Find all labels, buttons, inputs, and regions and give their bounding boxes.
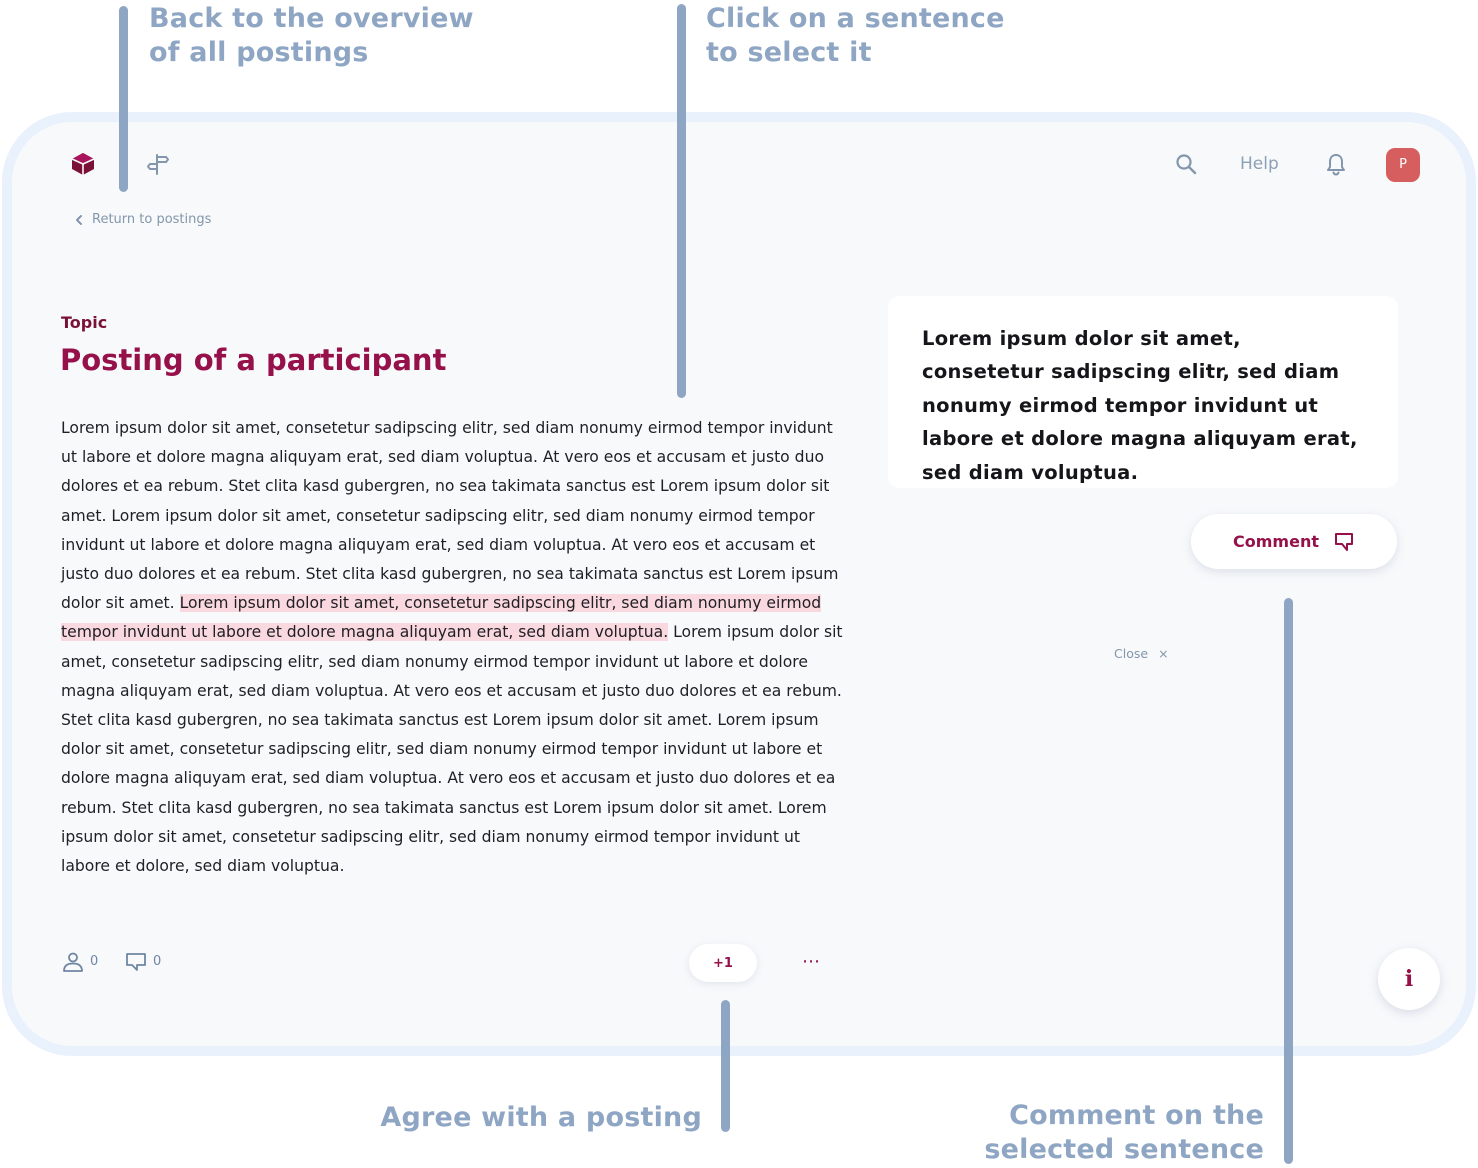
return-to-postings-link[interactable] [74,211,211,229]
annotation-line-back [119,6,128,192]
annotation-agree-line1: Agree with a posting [380,1102,702,1133]
comment-flag-icon [1333,531,1355,553]
posting-title: Posting of a participant [60,343,447,377]
more-options-button[interactable]: ⋯ [796,948,828,976]
annotation-comment-line2: selected sentence [984,1134,1264,1165]
selected-sentence[interactable]: Lorem ipsum dolor sit amet, consetetur sadipscing elitr, sed diam nonumy eirmod tempor invidunt ut labore et dolore magna aliquyam erat, sed diam voluptua. [61,594,822,642]
selected-sentence-card [888,296,1398,488]
annotation-back-line2: of all postings [149,37,369,68]
comment-button-label: Comment [1233,532,1319,551]
supporters-count [62,950,98,974]
comments-count [125,950,161,974]
search-icon[interactable] [1174,152,1198,176]
annotation-back [149,2,474,70]
posting-body[interactable] [61,414,847,881]
supporters-count-value: 0 [90,954,99,969]
posting-text-before[interactable]: Lorem ipsum dolor sit amet, consetetur sadipscing elitr, sed diam nonumy eirmod tempor invidunt ut labore et dolore magna aliquyam erat, sed diam voluptua. At vero eos et accusam et justo duo dolores et ea rebum. Stet clita kasd gubergren, no sea takimata sanctus est Lorem ipsum dolor sit amet. Lorem ipsum dolor sit amet, consetetur sadipscing elitr, sed diam nonumy eirmod tempor invidunt ut labore et dolore magna aliquyam erat, sed diam voluptua. At vero eos et accusam et justo duo dolores et ea rebum. Stet clita kasd gubergren, no sea takimata sanctus est Lorem ipsum dolor sit amet. [61,419,839,613]
annotation-line-agree [721,1000,730,1132]
close-label: Close [1114,646,1149,661]
agree-button[interactable]: +1 [689,944,757,982]
help-link[interactable]: Help [1240,154,1279,174]
user-icon [62,951,84,973]
topic-label: Topic [61,313,108,332]
posting-text-after[interactable]: Lorem ipsum dolor sit amet, consetetur sadipscing elitr, sed diam nonumy eirmod tempor invidunt ut labore et dolore magna aliquyam erat, sed diam voluptua. At vero eos et accusam et justo duo dolores et ea rebum. Stet clita kasd gubergren, no sea takimata sanctus est Lorem ipsum dolor sit amet. Lorem ipsum dolor sit amet, consetetur sadipscing elitr, sed diam nonumy eirmod tempor invidunt ut labore et dolore magna aliquyam erat, sed diam voluptua. At vero eos et accusam et justo duo dolores et ea rebum. Stet clita kasd gubergren, no sea takimata sanctus est Lorem ipsum dolor sit amet. Lorem ipsum dolor sit amet, consetetur sadipscing elitr, sed diam nonumy eirmod tempor invidunt ut labore et dolore, sed diam voluptua. [61,623,843,876]
annotation-agree [380,1101,702,1135]
hexagon-logo-icon[interactable] [70,152,96,176]
annotation-line-comment [1284,598,1293,1164]
close-icon: × [1158,646,1169,661]
annotation-back-line1: Back to the overview [149,3,474,34]
close-selection-link[interactable] [1114,645,1169,663]
selected-sentence-quote: Lorem ipsum dolor sit amet, consetetur sadipscing elitr, sed diam nonumy eirmod tempor invidunt ut labore et dolore magna aliquyam erat, sed diam voluptua. [922,327,1358,484]
annotation-line-select [677,4,686,398]
annotation-select-line1: Click on a sentence [706,3,1005,34]
info-button[interactable]: i [1378,948,1440,1010]
chevron-left-icon [74,214,84,226]
bell-icon[interactable] [1325,152,1347,176]
return-to-postings-label: Return to postings [92,212,212,227]
user-avatar[interactable]: P [1386,148,1420,182]
annotation-select [706,2,1005,70]
annotation-comment [984,1099,1264,1167]
annotation-select-line2: to select it [706,37,872,68]
comment-button[interactable] [1191,514,1397,569]
signpost-icon[interactable] [146,152,170,176]
comments-count-value: 0 [153,954,162,969]
comment-bubble-icon [125,951,147,973]
annotation-comment-line1: Comment on the [1009,1100,1264,1131]
